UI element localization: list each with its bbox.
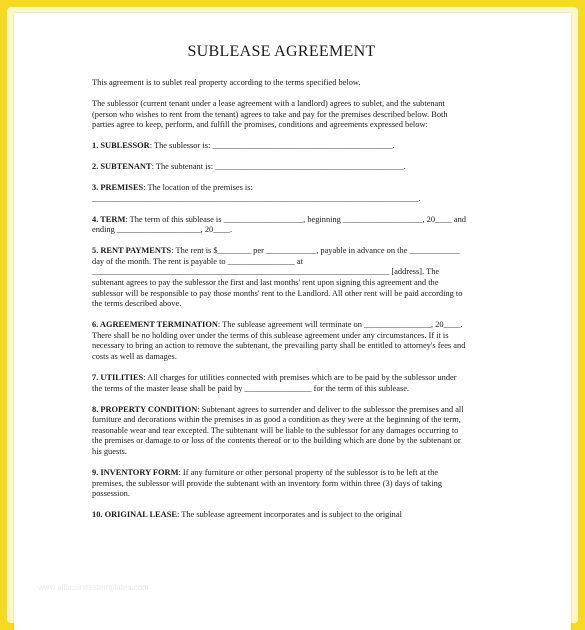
- section-text: : Subtenant agrees to surrender and deliver to the sublessor the premises and all furniture and decorations within the premises in as good a condition as they were at the beginning of the term, reasonable wear and tear excepted. The subtenant will be liable to the sublessor for any damages occurring to the premises or damage to or loss of the contents thereof or to the building which are done by the subtenant or his guests.: [92, 404, 464, 456]
- section-text: : The subtenant is: _____________________________________________.: [151, 162, 406, 172]
- section-heading: 10. ORIGINAL LEASE: [92, 510, 177, 520]
- section-property-condition: [92, 405, 467, 458]
- section-heading: 6. AGREEMENT TERMINATION: [92, 320, 218, 330]
- section-original-lease: [92, 510, 467, 521]
- section-heading: 3. PREMISES: [92, 183, 144, 193]
- document-body: [92, 43, 467, 531]
- section-sublessor: [92, 141, 467, 152]
- section-utilities: [92, 373, 467, 394]
- section-heading: 7. UTILITIES: [92, 373, 144, 382]
- section-text: : The rent is $________ per ____________, payable in advance on the ____________ day of the month. The rent is payable to ________________ at _______________________________________________________________________ [address]. The subtenant agrees to pay the sublessor the first and last months' rent upon signing this agreement and the sublessor will be responsible to pay those months' rent to the Landlord. All other rent will be paid according to the terms described above.: [92, 246, 463, 309]
- section-heading: 9. INVENTORY FORM: [92, 467, 179, 477]
- section-inventory-form: [92, 468, 467, 500]
- section-text: : If any furniture or other personal property of the sublessor is to be left at the premises, the sublessor will provide the subtenant with an inventory form within three (3) days of taking possession.: [92, 467, 443, 499]
- intro-paragraph: This agreement is to sublet real property according to the terms specified below.: [92, 78, 361, 87]
- section-text: : The sublease agreement will terminate on ________________, 20____. There shall be no holding over under the terms of this sublease agreement under any circumstances. If it is necessary to bring an action to remove the subtenant, the prevailing party shall be entitled to attorney's fees and costs as well as damages.: [92, 320, 466, 362]
- section-premises: [92, 183, 467, 204]
- section-agreement-termination: [92, 320, 467, 362]
- section-text: : The term of this sublease is ___________________, beginning ___________________, 20____ and ending ____________________, 20____.: [92, 214, 466, 235]
- watermark: www.allbusinesstemplates.com: [38, 583, 149, 592]
- section-text: : The sublessor is: ___________________________________________.: [149, 141, 395, 151]
- section-heading: 2. SUBTENANT: [92, 162, 152, 172]
- section-rent-payments: [92, 246, 467, 310]
- section-heading: 5. RENT PAYMENTS: [92, 246, 172, 256]
- document-title: SUBLEASE AGREEMENT: [187, 43, 376, 60]
- section-heading: 1. SUBLESSOR: [92, 141, 150, 151]
- section-heading: 4. TERM: [92, 214, 126, 224]
- section-subtenant: [92, 162, 467, 173]
- section-text: : The sublease agreement incorporates and is subject to the original: [176, 510, 402, 520]
- preamble-paragraph: The sublessor (current tenant under a lease agreement with a landlord) agrees to sublet, and the subtenant (person who wishes to rent from the tenant) agrees to take and pay for the premises described below. Both parties agree to keep, perform, and fulfill the promises, conditions and agreements expressed below:: [92, 98, 448, 130]
- section-term: [92, 215, 467, 236]
- section-heading: 8. PROPERTY CONDITION: [92, 404, 198, 414]
- section-text: : All charges for utilities connected with premises which are to be paid by the sublessor under the terms of the master lease shall be paid by ________________ for the term of this sublease.: [92, 373, 457, 393]
- section-text: : The location of the premises is: ______________________________________________________________________________.: [92, 183, 421, 203]
